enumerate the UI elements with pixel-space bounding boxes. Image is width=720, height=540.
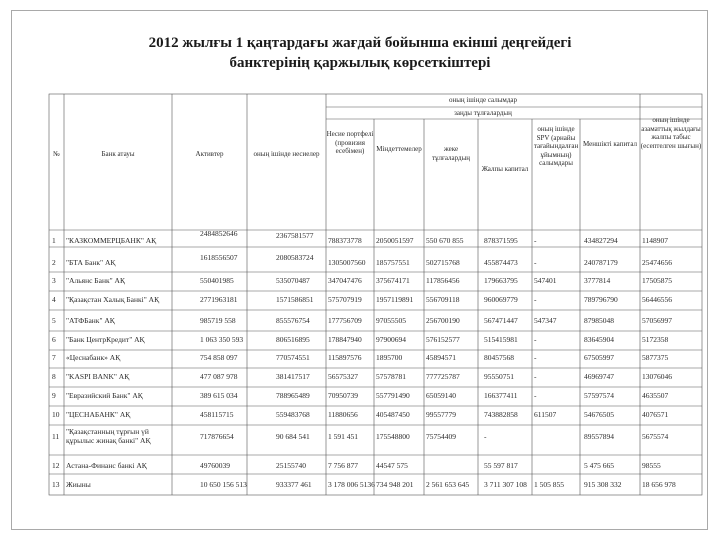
row-11-individual: - [484,432,487,441]
row-10-no: 10 [52,410,60,419]
row-6-legal: 576152577 [426,335,460,344]
row-13-individual: 3 711 307 108 [484,480,527,489]
row-5-individual: 567471447 [484,316,518,325]
row-9-assets: 389 615 034 [200,391,238,400]
row-4-no: 4 [52,295,56,304]
row-8-legal: 777725787 [426,372,460,381]
row-4-equity: 789796790 [584,295,618,304]
row-7-income: 5877375 [642,353,669,362]
row-1-no: 1 [52,236,56,245]
row-1-equity: 434827294 [584,236,618,245]
header-group-deposits: оның ішінде салымдар [448,96,518,104]
row-12-no: 12 [52,461,60,470]
row-6-individual: 515415981 [484,335,518,344]
row-3-equity: 3777814 [584,276,611,285]
row-5-loans: 177756709 [328,316,362,325]
header-bank-name: Банк атауы [101,150,135,158]
header-loans-of-which: оның ішінде несиелер [253,150,320,158]
row-10-assets: 458115715 [200,410,234,419]
row-7-loans: 115897576 [328,353,362,362]
row-2-spv: - [534,258,537,267]
row-13-spv: 1 505 855 [534,480,564,489]
row-11-liab: 90 684 541 [276,432,310,441]
title-line-1: 2012 жылғы 1 қаңтардағы жағдай бойынша екінші деңгейдегі [148,35,572,51]
row-6-assets: 1 063 350 593 [200,335,244,344]
row-5-deposits: 97055505 [376,316,406,325]
row-8-no: 8 [52,372,56,381]
row-6-name: "Банк ЦентрКредит" АҚ [66,335,145,344]
header-own-capital: Меншікті капитал [583,140,637,148]
row-4-assets: 2771963181 [200,295,238,304]
row-5-no: 5 [52,316,56,325]
row-4-deposits: 1957119891 [376,295,414,304]
row-12-liab: 25155740 [276,461,306,470]
row-9-equity: 57597574 [584,391,614,400]
header-loan-portfolio: Несие портфелі (провизия есебімен) [326,130,374,155]
row-5-name: "АТФБанк" АҚ [66,316,115,325]
row-3-income: 17505875 [642,276,672,285]
row-1-income: 1148907 [642,236,668,245]
row-1-individual: 878371595 [484,236,518,245]
row-10-income: 4076571 [642,410,669,419]
row-9-income: 4635507 [642,391,669,400]
row-10-spv: 611507 [534,410,557,419]
row-8-spv: - [534,372,537,381]
row-1-liab: 2367581577 [276,231,314,240]
row-3-liab: 535070487 [276,276,310,285]
row-7-no: 7 [52,353,56,362]
row-3-individual: 179663795 [484,276,518,285]
row-6-no: 6 [52,335,56,344]
row-10-legal: 99557779 [426,410,456,419]
row-9-spv: - [534,391,537,400]
row-13-deposits: 734 948 201 [376,480,414,489]
row-6-spv: - [534,335,537,344]
row-8-equity: 46969747 [584,372,614,381]
row-5-equity: 87985048 [584,316,614,325]
row-8-liab: 381417517 [276,372,310,381]
row-9-liab: 788965489 [276,391,310,400]
row-8-name: "KASPI BANK" АҚ [66,372,130,381]
row-4-income: 56446556 [642,295,672,304]
row-10-loans: 11880656 [328,410,358,419]
row-3-no: 3 [52,276,56,285]
row-7-name: «Цеснабанк» АҚ [66,353,121,362]
row-1-loans: 788373778 [328,236,362,245]
row-7-legal: 45894571 [426,353,456,362]
row-12-deposits: 44547 575 [376,461,408,470]
row-5-income: 57056997 [642,316,672,325]
row-10-liab: 559483768 [276,410,310,419]
header-total-capital: Жалпы капитал [481,165,529,173]
row-4-liab: 1571586851 [276,295,314,304]
row-3-name: "Альянс Банк" АҚ [66,276,125,285]
row-11-name: "Қазақстанның тұрғын үй құрылыс жинақ банкі" АҚ [66,427,151,445]
row-6-income: 5172358 [642,335,669,344]
row-1-deposits: 2050051597 [376,236,414,245]
row-13-no: 13 [52,480,60,489]
row-13-assets: 10 650 156 513 [200,480,247,489]
header-liabilities: Міндеттемелер [376,145,422,153]
row-2-no: 2 [52,258,56,267]
row-3-spv: 547401 [534,276,557,285]
row-4-spv: - [534,295,537,304]
row-13-loans: 3 178 006 5136 [328,480,375,489]
row-11-legal: 75754409 [426,432,456,441]
row-7-spv: - [534,353,537,362]
row-9-loans: 70950739 [328,391,358,400]
row-1-spv: - [534,236,537,245]
title-line-2: банктерінің қаржылық көрсеткіштері [229,55,491,71]
row-3-deposits: 375674171 [376,276,410,285]
row-11-assets: 717876654 [200,432,234,441]
row-2-name: "БТА Банк" АҚ [66,258,116,267]
row-2-legal: 502715768 [426,258,460,267]
row-1-assets: 2484852646 [200,229,238,238]
row-13-name: Жиыны [66,480,91,489]
row-6-equity: 83645904 [584,335,614,344]
row-6-liab: 806516895 [276,335,310,344]
row-5-assets: 985719 558 [200,316,236,325]
header-income: оның ішінде азаматтық жылдағы жалпы табыс (есептелген шығын) [640,116,702,150]
row-5-spv: 547347 [534,316,557,325]
row-5-liab: 855576754 [276,316,310,325]
header-group-legal: заңды тұлғалардың [454,109,512,117]
row-8-assets: 477 087 978 [200,372,238,381]
row-9-no: 9 [52,391,56,400]
row-12-assets: 49760039 [200,461,230,470]
row-7-deposits: 1895700 [376,353,403,362]
row-10-individual: 743882858 [484,410,518,419]
row-1-name: "КАЗКОММЕРЦБАНК" АҚ [66,236,157,245]
row-8-loans: 56575327 [328,372,358,381]
row-2-liab: 2080583724 [276,253,314,262]
header-assets: Активтер [195,150,224,158]
row-3-legal: 117856456 [426,276,460,285]
row-8-deposits: 57578781 [376,372,406,381]
row-7-liab: 770574551 [276,353,310,362]
row-10-deposits: 405487450 [376,410,410,419]
row-2-income: 25474656 [642,258,672,267]
row-8-individual: 95550751 [484,372,514,381]
header-individuals: жеке тұлғалардың [431,145,471,162]
row-2-individual: 455874473 [484,258,518,267]
row-6-deposits: 97900694 [376,335,406,344]
header-number: № [53,150,60,158]
row-3-assets: 550401985 [200,276,234,285]
row-9-name: "Евразийский Банк" АҚ [66,391,143,400]
row-2-assets: 1618556507 [200,253,238,262]
row-9-individual: 166377411 [484,391,518,400]
row-9-deposits: 557791490 [376,391,410,400]
row-7-assets: 754 858 097 [200,353,238,362]
row-13-income: 18 656 978 [642,480,676,489]
row-11-no: 11 [52,432,60,441]
row-11-income: 5675574 [642,432,669,441]
row-8-income: 13076046 [642,372,672,381]
row-4-loans: 575707919 [328,295,362,304]
row-7-equity: 67505997 [584,353,614,362]
row-4-name: "Қазақстан Халық Банкі" АҚ [66,295,160,304]
row-2-equity: 240787179 [584,258,618,267]
row-4-individual: 960069779 [484,295,518,304]
row-12-loans: 7 756 877 [328,461,358,470]
row-5-legal: 256700190 [426,316,460,325]
row-10-name: "ЦЕСНАБАНК" АҚ [66,410,131,419]
row-10-equity: 54676505 [584,410,614,419]
row-3-loans: 347047476 [328,276,362,285]
row-4-legal: 556709118 [426,295,460,304]
row-1-legal: 550 670 855 [426,236,464,245]
header-spv-deposits: оның ішінде SPV (арнайы тағайындалған ұйымның) салымдары [533,125,579,167]
row-6-loans: 178847940 [328,335,362,344]
row-11-loans: 1 591 451 [328,432,358,441]
row-12-individual: 55 597 817 [484,461,518,470]
row-9-legal: 65059140 [426,391,456,400]
row-12-income: 98555 [642,461,661,470]
row-2-deposits: 185757551 [376,258,410,267]
row-12-equity: 5 475 665 [584,461,614,470]
row-7-individual: 80457568 [484,353,514,362]
row-13-liab: 933377 461 [276,480,312,489]
row-13-equity: 915 308 332 [584,480,622,489]
row-12-name: Астана-Финанс банкі АҚ [66,461,147,470]
row-2-loans: 1305007560 [328,258,366,267]
row-11-equity: 89557894 [584,432,614,441]
row-11-deposits: 175548800 [376,432,410,441]
row-13-legal: 2 561 653 645 [426,480,470,489]
